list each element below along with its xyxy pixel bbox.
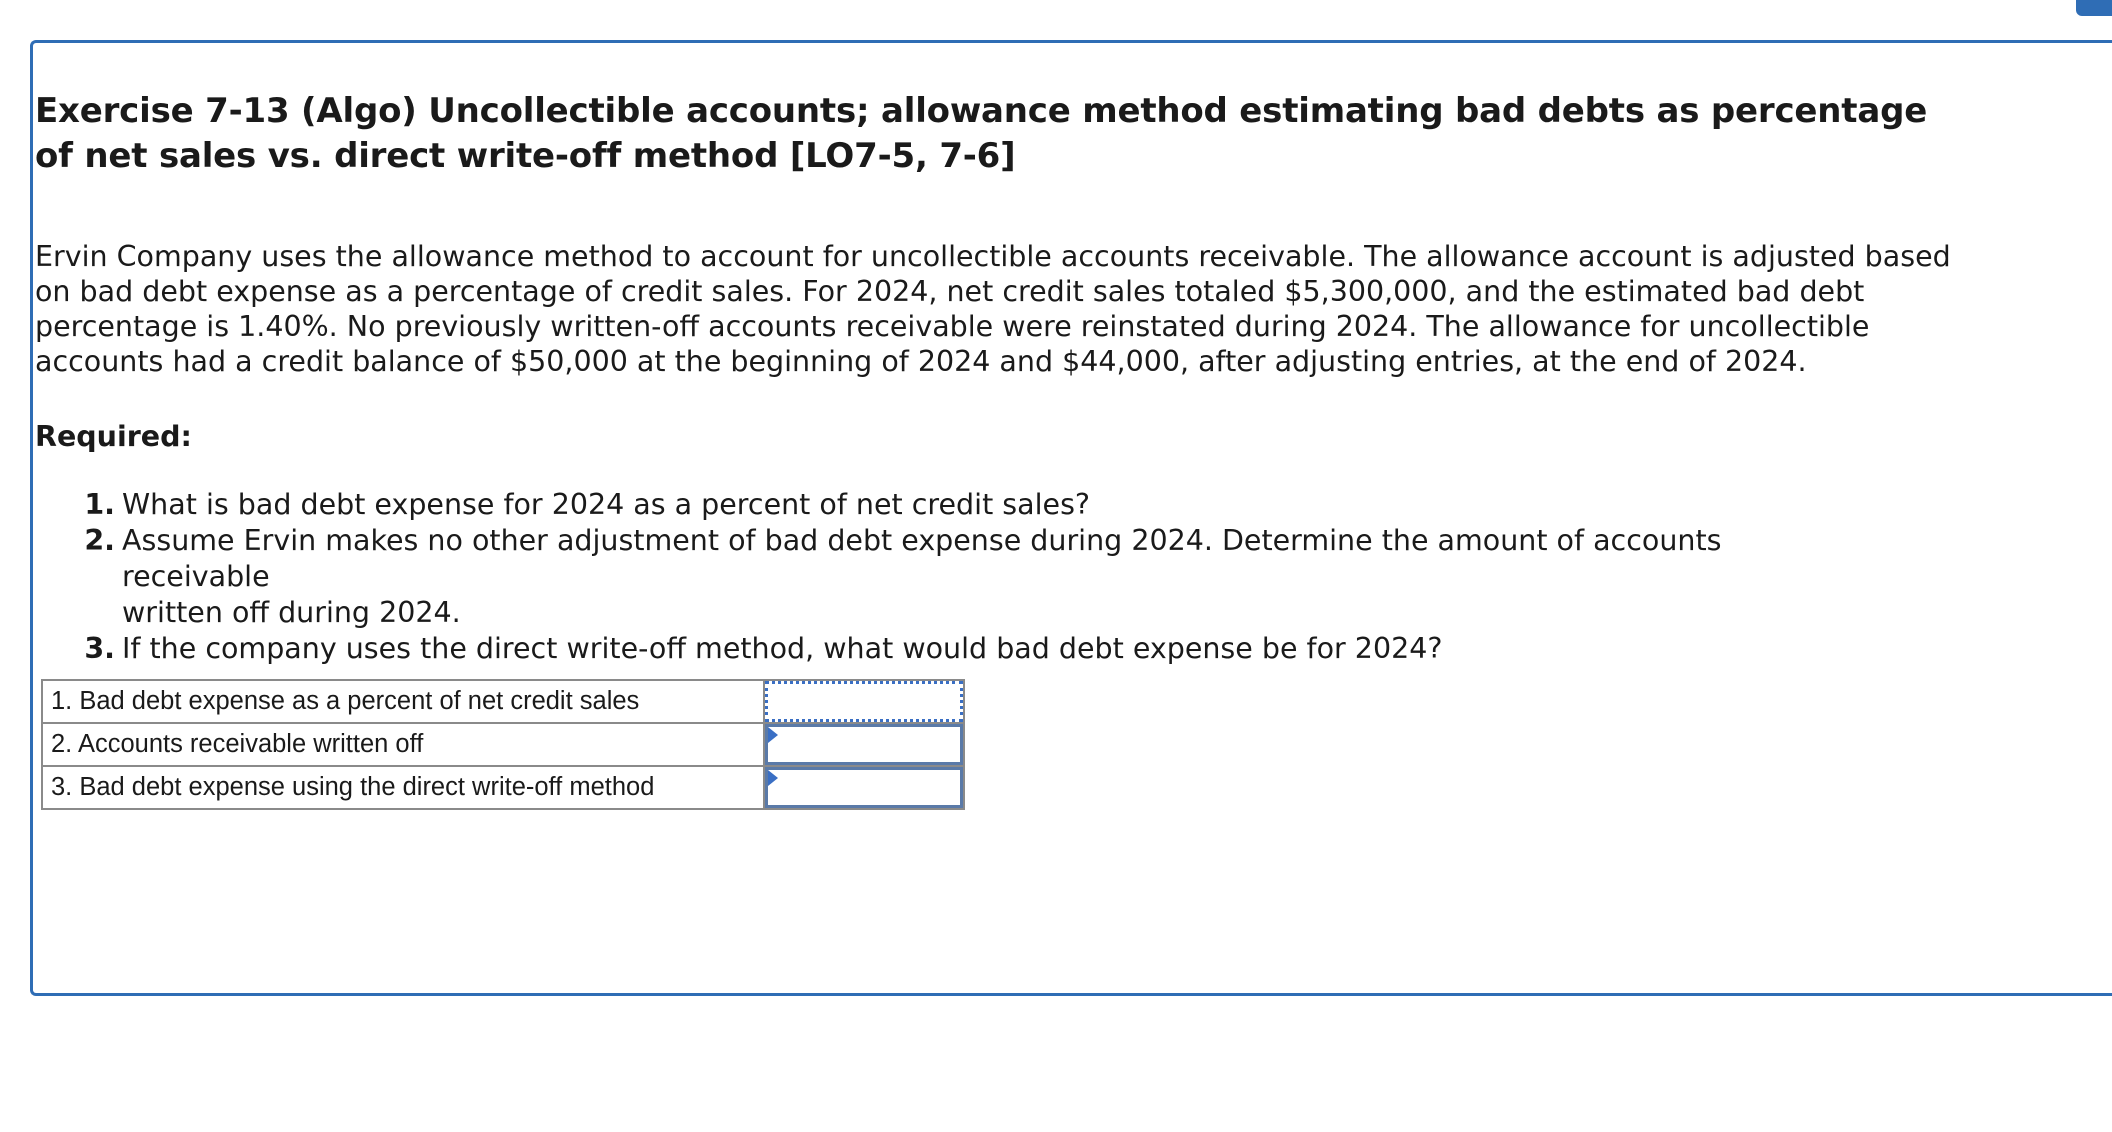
- answer-cell: [764, 766, 964, 809]
- requirement-text: Assume Ervin makes no other adjustment of bad debt expense during 2024. Determine the amount of accounts receivable written off during 2024.: [122, 524, 1722, 629]
- table-row: [42, 766, 964, 809]
- requirements-list: [77, 487, 1877, 667]
- direct-writeoff-expense-input[interactable]: [768, 770, 960, 805]
- exercise-panel: [30, 40, 2112, 996]
- requirement-text: If the company uses the direct write-off method, what would bad debt expense be for 2024?: [122, 632, 1443, 665]
- requirement-number: 2.: [84, 524, 115, 557]
- cell-marker-icon: [768, 770, 778, 786]
- requirement-item: [77, 523, 1877, 631]
- requirement-item: [77, 487, 1877, 523]
- row-label: 3. Bad debt expense using the direct write-off method: [42, 766, 764, 809]
- requirement-number: 3.: [84, 632, 115, 665]
- cell-marker-icon: [768, 727, 778, 743]
- row-label: 2. Accounts receivable written off: [42, 723, 764, 766]
- ar-written-off-input[interactable]: [768, 727, 960, 762]
- table-row: [42, 723, 964, 766]
- answer-table: [41, 679, 965, 810]
- required-label: Required:: [35, 420, 192, 453]
- answer-input-box: [765, 767, 963, 808]
- corner-tab[interactable]: [2076, 0, 2112, 16]
- row-label: 1. Bad debt expense as a percent of net credit sales: [42, 680, 764, 723]
- requirement-number: 1.: [84, 488, 115, 521]
- bad-debt-percent-input[interactable]: [768, 684, 960, 719]
- exercise-title: Exercise 7-13 (Algo) Uncollectible accounts; allowance method estimating bad debts as percentage of net sales vs. direct write-off method [LO7-5, 7-6]: [35, 91, 1928, 176]
- table-row: [42, 680, 964, 723]
- answer-cell: [764, 723, 964, 766]
- requirement-item: [77, 631, 1877, 667]
- answer-cell: [764, 680, 964, 723]
- answer-input-box: [765, 681, 963, 722]
- answer-input-box: [765, 724, 963, 765]
- requirement-text: What is bad debt expense for 2024 as a percent of net credit sales?: [122, 488, 1091, 521]
- exercise-intro: Ervin Company uses the allowance method to account for uncollectible accounts receivable. The allowance account is adjusted based on bad debt expense as a percentage of credit sales. For 2024, net credit sales totaled $5,300,000, and the estimated bad debt percentage is 1.40%. No previously written-off accounts receivable were reinstated during 2024. The allowance for uncollectible accounts had a credit balance of $50,000 at the beginning of 2024 and $44,000, after adjusting entries, at the end of 2024.: [35, 240, 1951, 378]
